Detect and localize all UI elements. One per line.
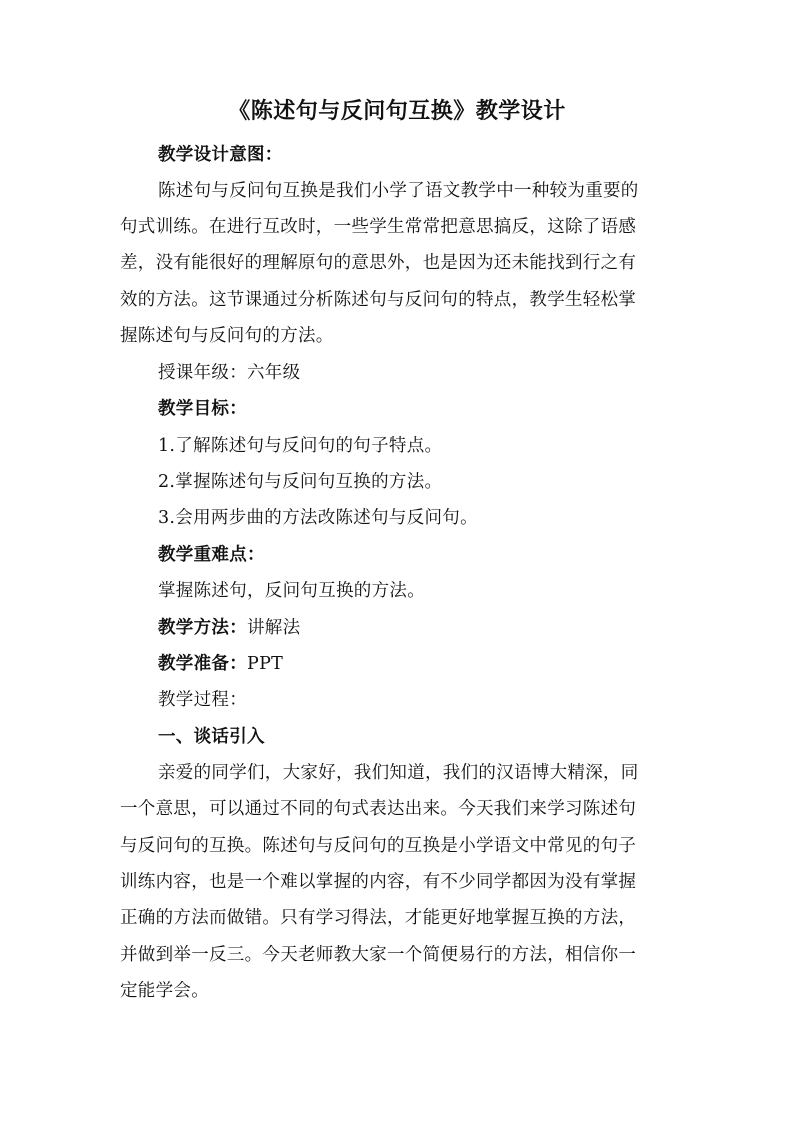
intro-line: 训练内容，也是一个难以掌握的内容，有不少同学都因为没有掌握 [120,872,637,892]
intent-line: 句式训练。在进行互改时，一些学生常常把意思搞反，这除了语感 [120,217,637,237]
method-value: 讲解法 [247,618,301,638]
prep-label: 教学准备： [158,654,247,674]
intro-line: 与反问句的互换。陈述句与反问句的互换是小学语文中常见的句子 [120,836,637,856]
key-heading: 教学重难点： [158,545,265,565]
prep-value: PPT [247,654,284,674]
grade-line: 授课年级：六年级 [158,363,301,383]
goals-heading: 教学目标： [158,399,247,419]
intro-line: 并做到举一反三。今天老师教大家一个简便易行的方法，相信你一 [120,945,637,965]
intent-line: 握陈述句与反问句的方法。 [120,326,334,346]
prep-line [158,652,680,676]
key-text: 掌握陈述句，反问句互换的方法。 [158,581,425,601]
document-title: 《陈述句与反问句互换》教学设计 [228,98,566,124]
process-line: 教学过程： [158,690,247,710]
goal-item: 3.会用两步曲的方法改陈述句与反问句。 [158,508,478,528]
intent-line: 陈述句与反问句互换是我们小学了语文教学中一种较为重要的 [158,181,639,201]
intent-line: 效的方法。这节课通过分析陈述句与反问句的特点，教学生轻松掌 [120,290,637,310]
section-heading: 一、谈话引入 [158,727,265,747]
intent-heading: 教学设计意图： [158,145,283,165]
goal-item: 2.掌握陈述句与反问句互换的方法。 [158,472,443,492]
intro-line: 亲爱的同学们，大家好，我们知道，我们的汉语博大精深，同 [158,763,639,783]
intent-line: 差，没有能很好的理解原句的意思外，也是因为还未能找到行之有 [120,253,637,273]
intro-line: 定能学会。 [120,981,209,1001]
intro-line: 正确的方法而做错。只有学习得法，才能更好地掌握互换的方法， [120,908,637,928]
intro-line: 一个意思，可以通过不同的句式表达出来。今天我们来学习陈述句 [120,799,637,819]
method-label: 教学方法： [158,618,247,638]
goal-item: 1.了解陈述句与反问句的句子特点。 [158,436,443,456]
method-line [158,616,680,640]
